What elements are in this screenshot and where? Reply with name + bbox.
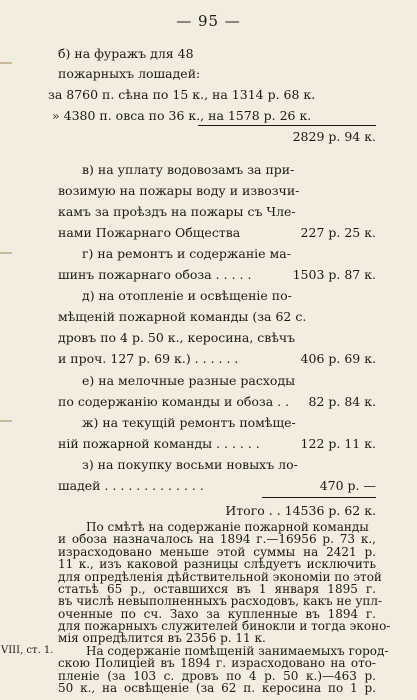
paragraph-line: оченные по сч. Захо за купленные въ 1894 г.: [58, 606, 376, 621]
expense-line: возимую на пожары воду и извозчи-: [58, 183, 300, 198]
total-line: Итого . . 14536 р. 62 к.: [225, 503, 376, 518]
expense-line: дровъ по 4 р. 50 к., керосина, свѣчъ: [58, 330, 296, 345]
expense-line: [58, 127, 376, 147]
amount: 470 р. —: [319, 478, 376, 493]
expense-line: мѣщеній пожарной команды (за 62 с.: [58, 309, 307, 324]
paragraph-line: На содержаніе помѣщеній занимаемыхъ город-: [86, 643, 389, 658]
expense-line: е) на мелочные разные расходы: [82, 373, 296, 388]
paragraph-line: скою Полиціей въ 1894 г. израсходовано на ото-: [58, 656, 376, 671]
amount: 1503 р. 87 к.: [292, 267, 376, 282]
expense-line: ж) на текущій ремонтъ помѣще-: [82, 415, 296, 430]
expense-line: з) на покупку восьми новыхъ ло-: [82, 457, 298, 472]
expense-line: шадей . . . . . . . . . . . . . 470 р. —: [58, 476, 376, 496]
paragraph-line: и обоза назначалось на 1894 г.—16956 р. 73 к.,: [58, 532, 376, 547]
expense-line: и проч. 127 р. 69 к.) . . . . . . 406 р. 69 к.: [58, 349, 376, 369]
paragraph-line: мія опредѣлится въ 2356 р. 11 к.: [58, 631, 266, 646]
expense-line: в) на уплату водовозамъ за при-: [82, 162, 295, 177]
margin-note: VIII, ст. 1.: [1, 644, 54, 656]
paragraph-line: 11 к., изъ каковой разницы слѣдуетъ исключить: [58, 557, 376, 572]
expense-line: ній пожарной команды . . . . . . 122 р. 11 к.: [58, 434, 376, 454]
paragraph-line: для опредѣленія дѣйствительной экономіи по этой: [58, 569, 382, 584]
expense-line: по содержанію команды и обоза . . 82 р. 84 к.: [58, 392, 376, 412]
amount: 82 р. 84 к.: [308, 394, 376, 409]
paragraph-line: въ числѣ невыполненныхъ расходовъ, какъ не упл-: [58, 594, 383, 609]
paragraph-line: для пожарныхъ служителей бинокли и тогда эконо-: [58, 619, 391, 634]
expense-line: г) на ремонтъ и содержаніе ма-: [82, 246, 291, 261]
amount: 2829 р. 94 к.: [292, 129, 376, 144]
expense-line: камъ за проѣздъ на пожары съ Чле-: [58, 204, 296, 219]
expense-line: » 4380 п. овса по 36 к., на 1578 р. 26 к.: [52, 108, 312, 123]
paragraph-line: израсходовано меньше этой суммы на 2421 р.: [58, 544, 376, 559]
sum-rule: [198, 125, 376, 126]
paragraph-line: статьѣ 65 р., оставшихся въ 1 января 1895 г.: [58, 581, 376, 596]
expense-line: б) на фуражъ для 48: [58, 46, 194, 61]
page-edge-mark: [0, 420, 12, 422]
expense-line: шинъ пожарнаго обоза . . . . . 1503 р. 87 к.: [58, 265, 376, 285]
expense-line: нами Пожарнаго Общества 227 р. 25 к.: [58, 223, 376, 243]
expense-line: пожарныхъ лошадей:: [58, 66, 201, 81]
page-edge-mark: [0, 62, 12, 64]
total-rule: [262, 497, 376, 498]
paragraph-line: 50 к., на освѣщеніе (за 62 п. керосина по 1 р.: [58, 681, 376, 695]
expense-line: за 8760 п. сѣна по 15 к., на 1314 р. 68 к.: [48, 87, 316, 102]
paragraph-line: пленіе (за 103 с. дровъ по 4 р. 50 к.)—463 р.: [58, 668, 376, 683]
amount: 227 р. 25 к.: [300, 225, 376, 240]
amount: 406 р. 69 к.: [300, 351, 376, 366]
expense-line: д) на отопленіе и освѣщеніе по-: [82, 288, 292, 303]
amount: 122 р. 11 к.: [300, 436, 376, 451]
paragraph-line: По смѣтѣ на содержаніе пожарной команды: [86, 520, 369, 534]
page-number: — 95 —: [176, 12, 241, 30]
page-edge-mark: [0, 252, 12, 254]
